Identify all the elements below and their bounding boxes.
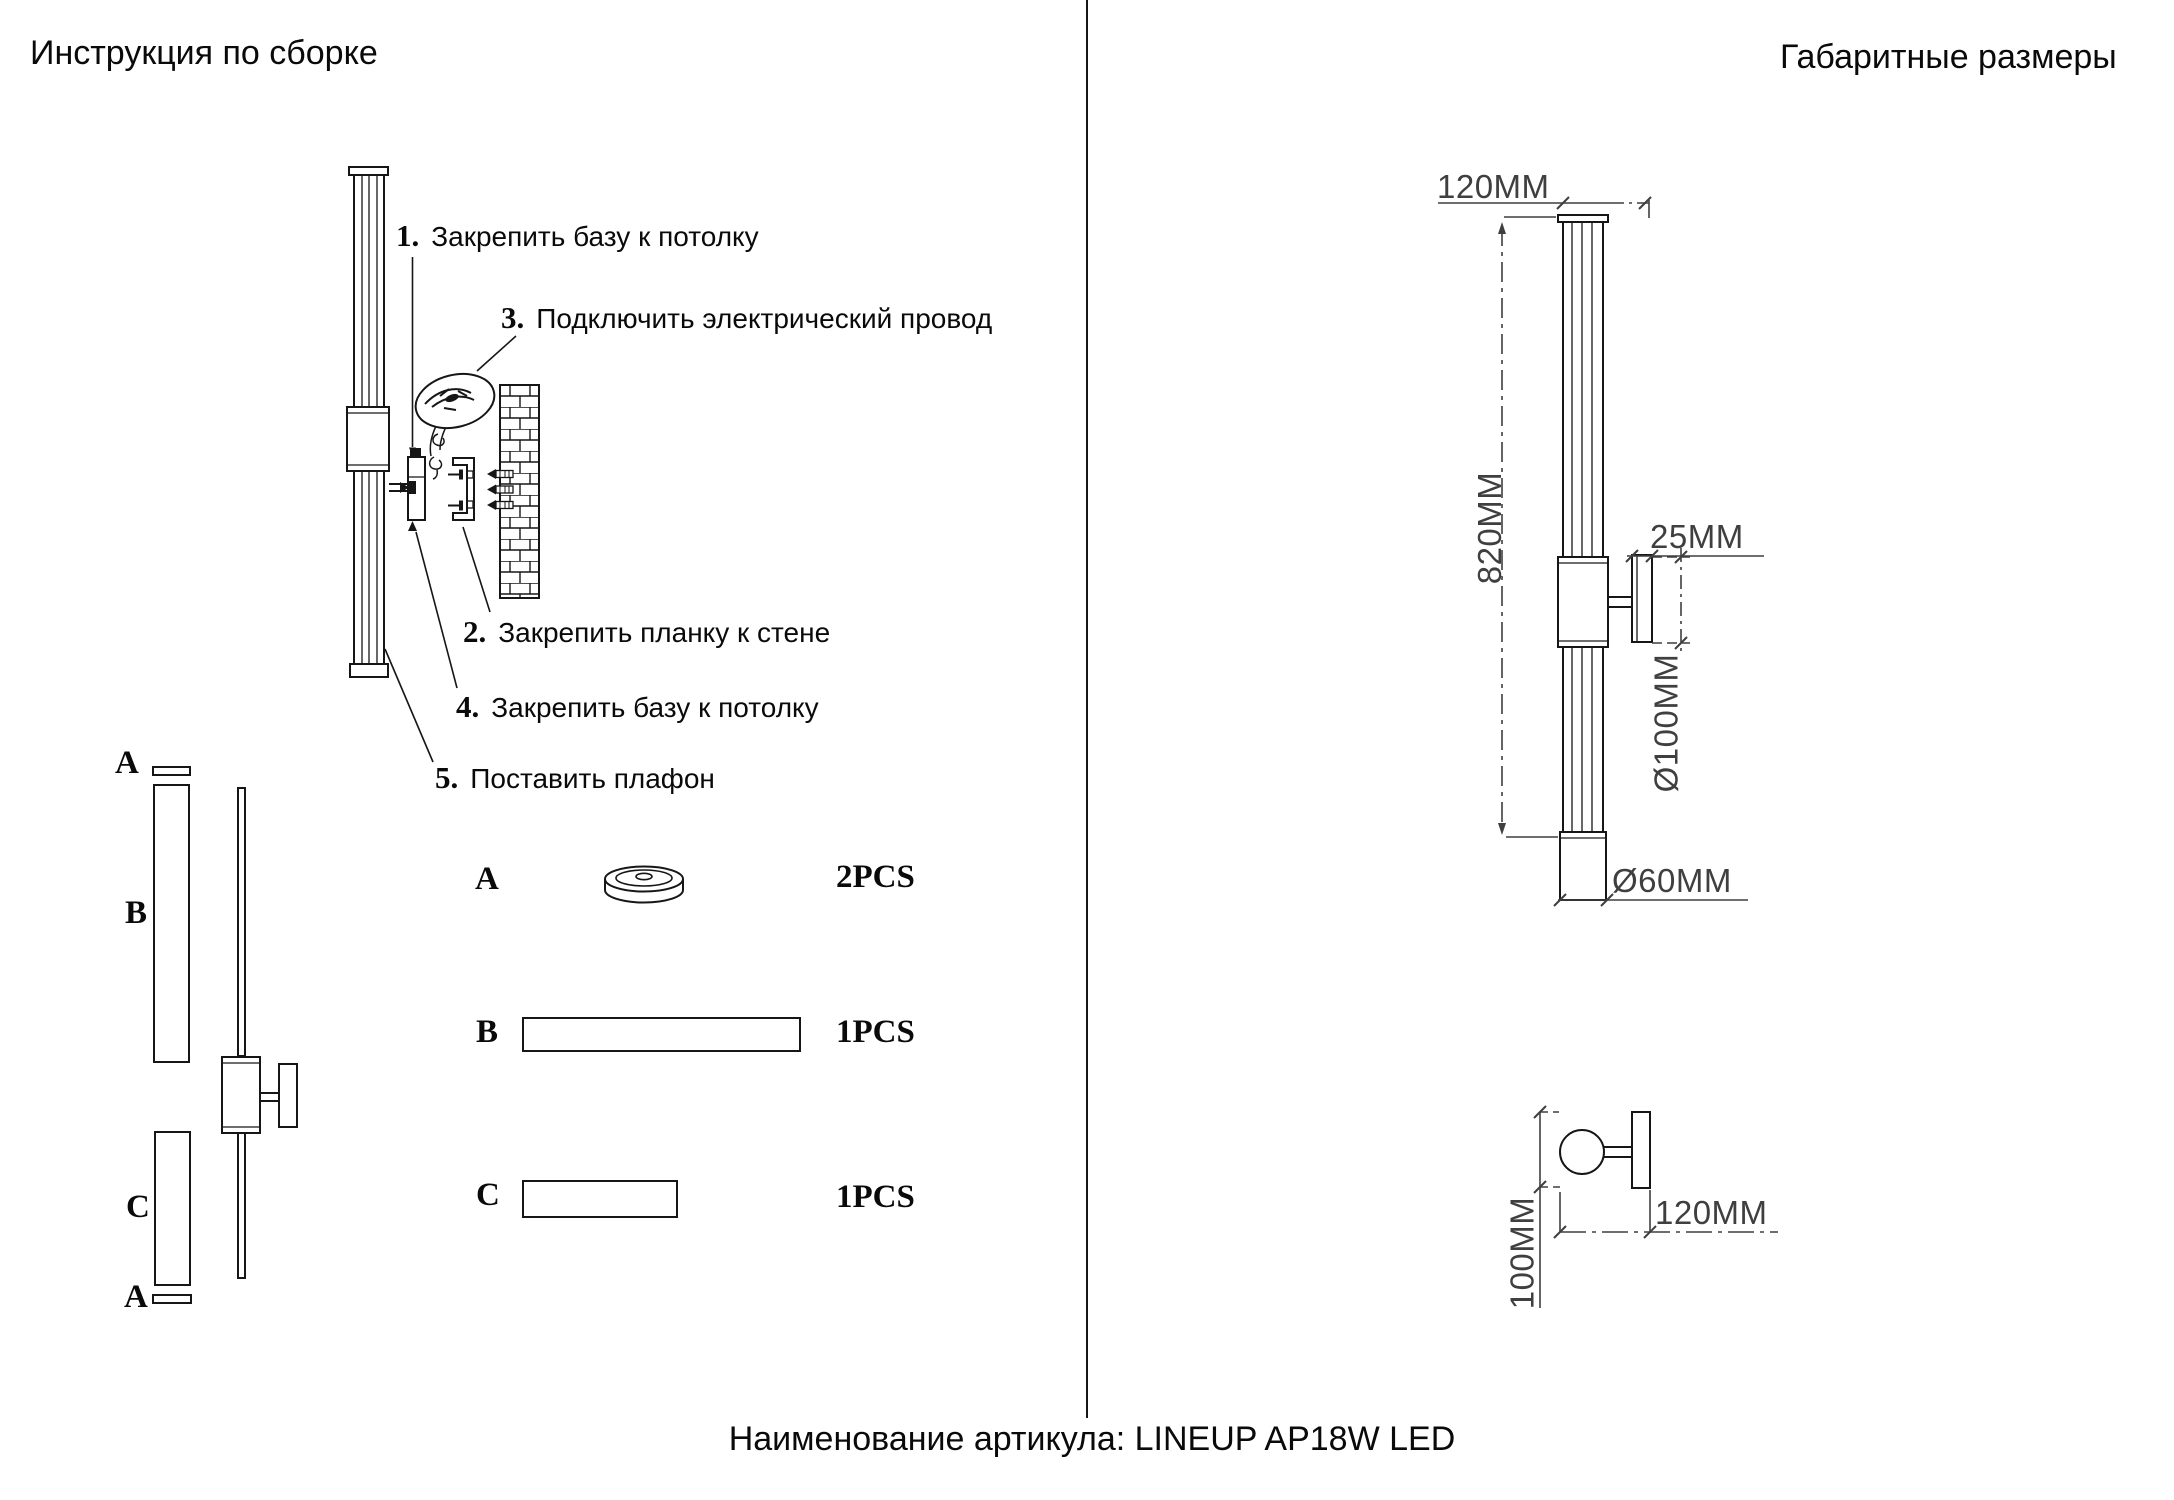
step-5 bbox=[435, 760, 715, 796]
step-3 bbox=[501, 300, 992, 336]
exploded-label-cap-bottom: A bbox=[124, 1279, 148, 1315]
lamp-front bbox=[347, 167, 389, 677]
step-1-text: Закрепить базу к потолку bbox=[431, 221, 759, 252]
dim-front-height: 820MM bbox=[1471, 471, 1508, 585]
part-row-a-label: A bbox=[475, 861, 499, 897]
tube-c-icon bbox=[523, 1181, 677, 1217]
dim-side-height: 100MM bbox=[1503, 1196, 1541, 1310]
step-2 bbox=[463, 614, 830, 650]
exploded-label-tube-short: C bbox=[126, 1189, 150, 1225]
step-5-text: Поставить плафон bbox=[470, 763, 715, 794]
step-1 bbox=[396, 218, 759, 254]
dim-tube-diameter: Ø60MM bbox=[1612, 862, 1732, 899]
step-3-number: 3. bbox=[501, 300, 525, 335]
exploded-label-tube-long: B bbox=[125, 895, 148, 931]
left-panel-title: Инструкция по сборке bbox=[30, 34, 378, 72]
wall-base-drawing bbox=[400, 448, 425, 532]
part-row-b-label: B bbox=[476, 1014, 499, 1050]
part-row-c-label: C bbox=[476, 1177, 500, 1213]
dim-front-width: 120MM bbox=[1437, 168, 1550, 205]
article-name: Наименование артикула: LINEUP AP18W LED bbox=[728, 1420, 1456, 1458]
mount-strip-drawing bbox=[453, 458, 474, 520]
part-row-a-qty: 2PCS bbox=[836, 859, 915, 895]
dim-plate-diameter: Ø100MM bbox=[1647, 653, 1685, 793]
strip-screws bbox=[448, 470, 463, 511]
exploded-view-drawing bbox=[153, 767, 297, 1303]
assembly-diagram bbox=[347, 167, 539, 762]
step-3-text: Подключить электрический провод bbox=[536, 303, 993, 334]
dim-side-depth: 120MM bbox=[1655, 1194, 1768, 1231]
right-panel-title: Габаритные размеры bbox=[1780, 38, 2117, 76]
part-row-c-qty: 1PCS bbox=[836, 1179, 915, 1215]
wall-screws bbox=[487, 469, 513, 510]
step-4-number: 4. bbox=[456, 689, 480, 724]
step-5-number: 5. bbox=[435, 760, 459, 795]
parts-icons bbox=[523, 867, 800, 1218]
step-4-text: Закрепить базу к потолку bbox=[491, 692, 819, 723]
dim-bracket-depth: 25MM bbox=[1650, 518, 1744, 555]
step-2-text: Закрепить планку к стене bbox=[498, 617, 831, 648]
part-row-b-qty: 1PCS bbox=[836, 1014, 915, 1050]
step-1-number: 1. bbox=[396, 218, 420, 253]
step-4 bbox=[456, 689, 819, 725]
ring-cap-icon bbox=[605, 867, 683, 903]
tube-b-icon bbox=[523, 1018, 800, 1051]
step-2-number: 2. bbox=[463, 614, 487, 649]
exploded-label-cap-top: A bbox=[115, 745, 139, 781]
